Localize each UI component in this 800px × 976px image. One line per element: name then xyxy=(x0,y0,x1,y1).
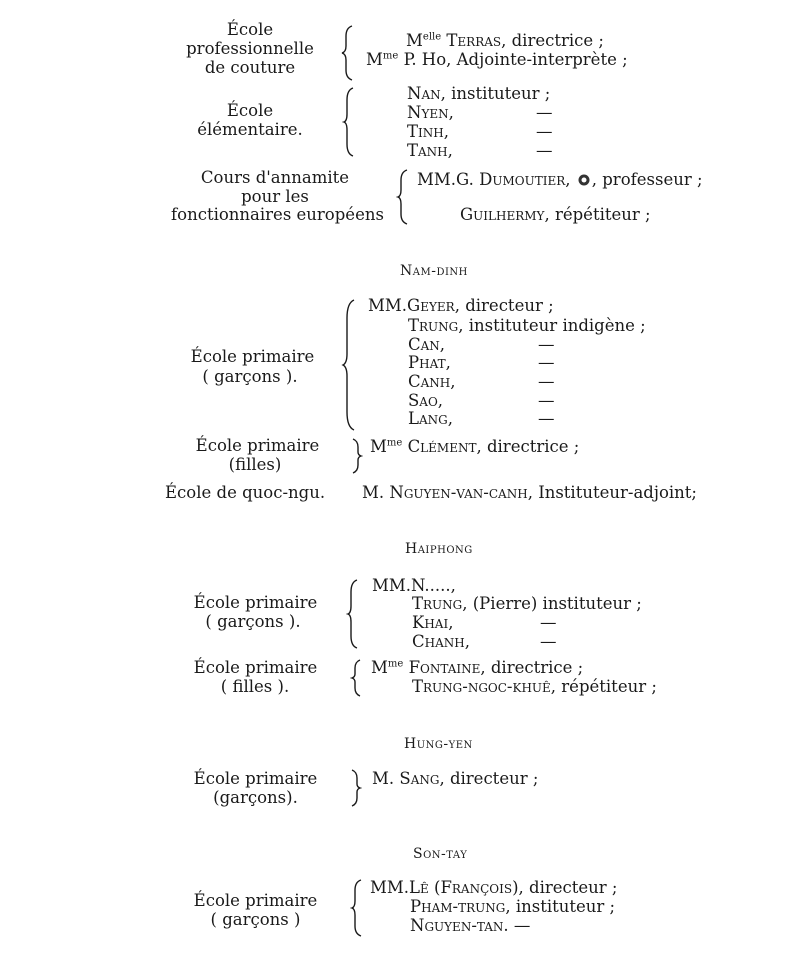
school-label-line: pour les xyxy=(241,187,309,206)
staff-entry xyxy=(410,918,530,935)
staff-entry: $M^{elle}$ Terras, directrice ; xyxy=(406,31,604,50)
brace xyxy=(396,168,412,226)
staff-entry xyxy=(412,615,453,632)
staff-name: Fontaine, xyxy=(408,658,486,677)
staff-role: professeur ; xyxy=(602,170,703,189)
staff-role: directrice ; xyxy=(486,437,580,456)
staff-ditto: — xyxy=(538,409,555,428)
school-label-line: École primaire xyxy=(193,593,318,612)
staff-name: Trung-ngoc-khuê, xyxy=(412,677,557,696)
school-label-line: (garçons). xyxy=(213,788,298,807)
staff-name: Clément, xyxy=(407,437,482,456)
school-label-line: École primaire xyxy=(193,891,318,910)
brace xyxy=(342,86,358,158)
staff-name: Guilhermy, xyxy=(460,205,550,224)
staff-entry xyxy=(408,318,646,335)
brace xyxy=(350,878,366,938)
staff-entry xyxy=(407,124,449,141)
staff-name: Nyen, xyxy=(407,103,454,122)
staff-ditto: — xyxy=(540,613,557,632)
staff-name: P. Ho, xyxy=(403,50,452,69)
staff-name: Can, xyxy=(408,335,446,354)
staff-ditto: — xyxy=(536,141,553,160)
staff-entry: MM.Geyer, directeur ; xyxy=(368,296,554,315)
school-label: École de quoc-ngu. xyxy=(165,483,326,502)
school-label-line: École xyxy=(226,20,274,39)
staff-name: N....., xyxy=(411,576,456,595)
staff-entry: MM.N....., xyxy=(372,576,456,595)
staff-name: Nguyen-van-canh, xyxy=(389,483,533,502)
school-label-line: École primaire xyxy=(190,347,315,366)
staff-role: instituteur ; xyxy=(515,897,616,916)
section-heading: Haiphong xyxy=(405,541,473,557)
staff-role: — xyxy=(513,916,531,935)
staff-entry: MM.Lê (François), directeur ; xyxy=(370,878,618,897)
staff-entry xyxy=(408,411,453,428)
section-heading: Hung-yen xyxy=(404,736,473,752)
staff-name: Tanh, xyxy=(407,141,453,160)
staff-entry: $M^{me}$ Fontaine, directrice ; xyxy=(371,658,584,677)
staff-entry xyxy=(407,105,454,122)
school-label-line: fonctionnaires européens xyxy=(171,205,384,224)
brace xyxy=(341,298,359,432)
school-label-line: professionnelle xyxy=(186,39,314,58)
staff-name: Geyer, xyxy=(407,296,460,315)
staff-role: directeur ; xyxy=(529,878,618,897)
brace xyxy=(346,578,362,650)
staff-ditto: — xyxy=(538,391,555,410)
staff-entry xyxy=(410,899,615,916)
staff-role: instituteur indigène ; xyxy=(468,316,646,335)
staff-name: Khai, xyxy=(412,613,454,632)
staff-ditto: — xyxy=(540,632,557,651)
staff-role: instituteur ; xyxy=(451,84,551,103)
staff-name: Lê (François), xyxy=(409,878,524,897)
staff-name: Sao, xyxy=(408,391,444,410)
school-label-line: ( garçons ). xyxy=(205,612,301,631)
staff-entry xyxy=(412,679,657,696)
staff-entry xyxy=(460,207,651,224)
school-label-line: ( garçons ) xyxy=(210,910,301,929)
staff-entry xyxy=(412,634,470,651)
staff-entry xyxy=(408,337,445,354)
brace xyxy=(350,658,364,698)
decoration-icon xyxy=(576,173,592,187)
staff-entry xyxy=(412,596,642,613)
staff-role: Instituteur-adjoint; xyxy=(538,483,697,502)
brace xyxy=(349,437,363,475)
staff-entry: $M^{me}$ P. Ho, Adjointe-interprète ; xyxy=(366,50,628,69)
staff-role: directeur ; xyxy=(449,769,539,788)
staff-name: Sang, xyxy=(399,769,445,788)
school-label-line: élémentaire. xyxy=(197,120,303,139)
staff-name: Trung, xyxy=(408,316,464,335)
staff-name: Lang, xyxy=(408,409,453,428)
school-label-line: École primaire xyxy=(193,658,318,677)
staff-name: Tinh, xyxy=(407,122,449,141)
staff-role: directrice ; xyxy=(490,658,584,677)
staff-role: directeur ; xyxy=(465,296,554,315)
staff-name: Pham-trung, xyxy=(410,897,511,916)
staff-name: Phat, xyxy=(408,353,451,372)
staff-name: Nan, xyxy=(407,84,446,103)
section-heading: Son-tay xyxy=(413,846,468,862)
staff-entry xyxy=(408,393,443,410)
school-label-line: de couture xyxy=(204,58,296,77)
staff-role: répétiteur ; xyxy=(561,677,657,696)
staff-entry: $M^{me}$ Clément, directrice ; xyxy=(370,437,580,456)
school-label-line: Cours d'annamite xyxy=(200,168,350,187)
school-label-line: École primaire xyxy=(193,769,318,788)
staff-role: répétiteur ; xyxy=(554,205,651,224)
staff-name: Nguyen-tan. xyxy=(410,916,509,935)
staff-ditto: — xyxy=(536,103,553,122)
staff-role: (Pierre) instituteur ; xyxy=(472,594,642,613)
staff-name: Canh, xyxy=(408,372,456,391)
staff-ditto: — xyxy=(536,122,553,141)
staff-name: Trung, xyxy=(412,594,468,613)
brace xyxy=(348,768,362,808)
staff-entry xyxy=(407,143,453,160)
school-label-line: ( filles ). xyxy=(220,677,290,696)
staff-name: Terras, xyxy=(446,31,507,50)
staff-name: Dumoutier, xyxy=(479,170,571,189)
staff-ditto: — xyxy=(538,335,555,354)
staff-entry xyxy=(407,86,550,103)
staff-entry: M. Sang, directeur ; xyxy=(372,769,539,788)
staff-entry xyxy=(408,374,456,391)
school-label-line: ( garçons ). xyxy=(202,367,298,386)
section-heading: Nam-dinh xyxy=(400,263,468,279)
staff-entry xyxy=(408,355,451,372)
brace xyxy=(340,24,358,82)
staff-entry: M. Nguyen-van-canh, Instituteur-adjoint; xyxy=(362,483,697,502)
school-label-line: École primaire xyxy=(195,436,320,455)
staff-entry: MM.G. Dumoutier, , professeur ; xyxy=(417,170,703,189)
school-label-line: École xyxy=(226,101,274,120)
staff-ditto: — xyxy=(538,353,555,372)
school-label-line: (filles) xyxy=(228,455,282,474)
staff-role: directrice ; xyxy=(511,31,604,50)
staff-ditto: — xyxy=(538,372,555,391)
staff-name: Chanh, xyxy=(412,632,470,651)
staff-role: Adjointe-interprète ; xyxy=(456,50,628,69)
